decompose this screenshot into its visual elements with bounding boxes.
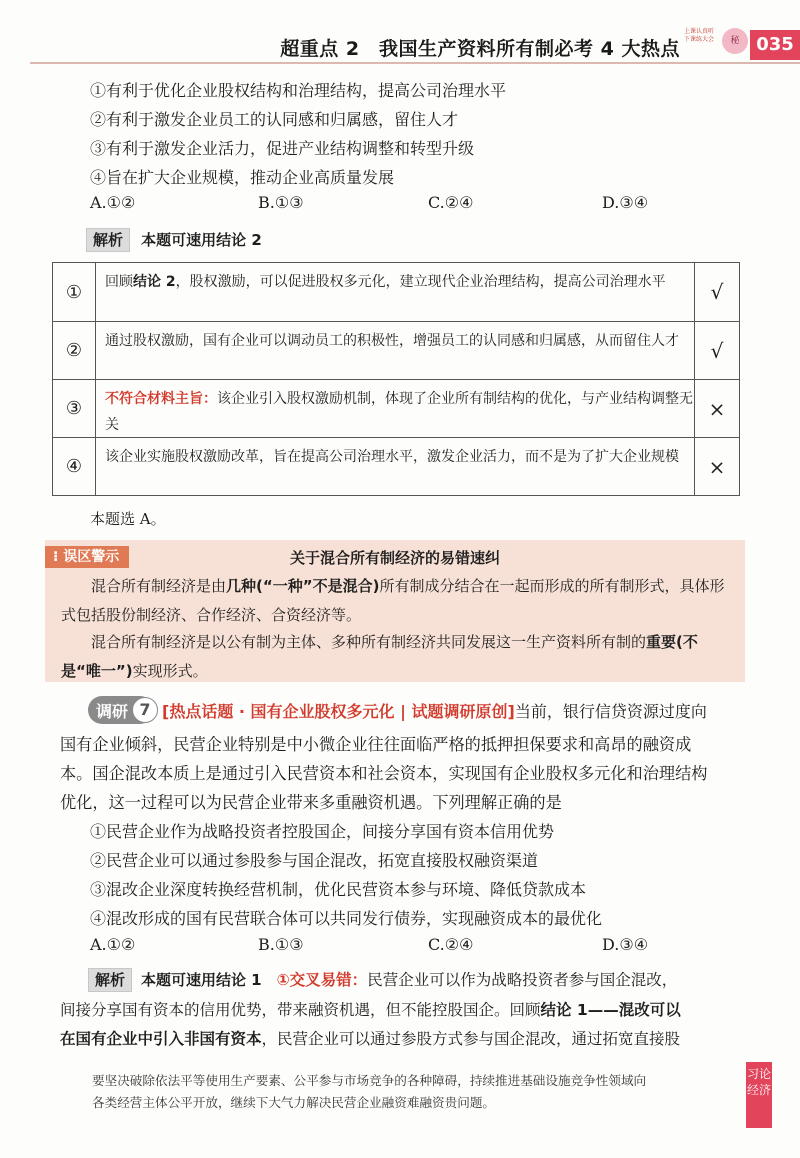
q7-badge [88,696,154,724]
badge-line-1: 上课认真听 [684,28,715,35]
q7-statement-4: ④混改形成的国有民营联合体可以共同发行债券，实现融资成本的最优化 [90,909,603,928]
page-number: 035 [750,30,800,60]
q7-analysis-intro: 本题可速用结论 1 [140,971,262,989]
q7-option-b: B.①③ [258,935,304,954]
header-title: 超重点 2 我国生产资料所有制必考 4 大热点 [280,38,680,60]
footer-quote [92,1070,692,1114]
q7-analysis-tag: 解析 [88,968,132,992]
q6-answer: 本题选 A。 [90,510,166,528]
footer-line-2: 各类经营主体公平开放，继续下大气力解决民营企业融资难融资贵问题。 [92,1095,495,1110]
q7-source: [热点话题 · 国有企业股权多元化 | 试题调研原创] [162,702,515,721]
row-number: ④ [53,438,96,495]
table-row [53,263,739,321]
q6-statement-3: ③有利于激发企业活力，促进产业结构调整和转型升级 [90,139,475,158]
header-divider [30,62,800,64]
misconception-warning-box [45,540,745,682]
row-number: ② [53,322,96,379]
q7-analysis-line-3: 在国有企业中引入非国有资本，民营企业可以通过参股方式参与国企混改，通过拓宽直接股 [60,1030,681,1048]
row-number: ③ [53,380,96,437]
table-row [53,437,739,495]
row-text: 该企业实施股权激励改革，旨在提高公司治理水平，激发企业活力，而不是为了扩大企业规模 [105,449,679,465]
q7-badge-text: 调研 [96,702,129,721]
q6-analysis-intro: 本题可速用结论 2 [141,231,262,249]
q7-analysis-red: ①交叉易错： [276,971,368,989]
badge-circle-icon: 秘 [722,28,748,54]
q7-badge-number: 7 [132,697,158,723]
q7-stem-line-3: 优化，这一过程可以为民营企业带来多重融资机遇。下列理解正确的是 [60,793,562,812]
row-number: ① [53,263,96,321]
q7-statement-1: ①民营企业作为战略投资者控股国企，间接分享国有资本信用优势 [90,822,555,841]
warning-title: 关于混合所有制经济的易错速纠 [289,549,500,567]
q6-statement-1: ①有利于优化企业股权结构和治理结构，提高公司治理水平 [90,81,507,100]
q6-statement-2: ②有利于激发企业员工的认同感和归属感，留住人才 [90,110,459,129]
q7-statement-3: ③混改企业深度转换经营机制，优化民营资本参与环境、降低贷款成本 [90,880,587,899]
q7-option-d: D.③④ [602,935,649,954]
row-text: 回顾结论 2，股权激励，可以促进股权多元化，建立现代企业治理结构，提高公司治理水平 [105,274,666,290]
q6-option-d: D.③④ [602,193,649,212]
q7-analysis-line-1: 解析 本题可速用结论 1 ①交叉易错：民营企业可以作为战略投资者参与国企混改， [88,966,750,995]
q6-option-b: B.①③ [258,193,304,212]
header-badge [684,24,750,60]
check-mark-icon: √ [694,322,739,379]
q6-statement-4: ④旨在扩大企业规模，推动企业高质量发展 [90,168,395,187]
q7-option-a: A.①② [90,935,136,954]
q6-option-c: C.②④ [428,193,474,212]
cross-mark-icon: × [694,380,739,437]
row-text: 通过股权激励，国有企业可以调动员工的积极性，增强员工的认同感和归属感，从而留住人才 [105,333,679,349]
row-text: 不符合材料主旨：该企业引入股权激励机制，体现了企业所有制结构的优化，与产业结构调整无关 [105,391,693,433]
warning-paragraph-1: 混合所有制经济是由几种(“一种”不是混合)所有制成分结合在一起而形成的所有制形式，具体形式包括股份制经济、合作经济、合资经济等。 [61,577,725,624]
footer-line-1: 要坚决破除依法平等使用生产要素、公平参与市场竞争的各种障碍，持续推进基础设施竞争性领域向 [92,1073,647,1088]
page-header [0,0,800,64]
badge-line-2: 下课练大会 [684,36,715,43]
q7-stem-line-2: 本。国企混改本质上是通过引入民营资本和社会资本，实现国有企业股权多元化和治理结构 [60,764,708,783]
q6-analysis-heading [86,228,262,252]
table-row [53,379,739,437]
warning-label: ⁝ 误区警示 [45,546,129,568]
table-row [53,321,739,379]
q7-options [90,935,730,961]
q7-analysis-line-2: 间接分享国有资本的信用优势，带来融资机遇，但不能控股国企。回顾结论 1——混改可以 [60,1001,681,1019]
q7-statement-2: ②民营企业可以通过参股参与国企混改，拓宽直接股权融资渠道 [90,851,539,870]
cross-mark-icon: × [694,438,739,495]
analysis-table [52,262,740,496]
warning-paragraph-2: 混合所有制经济是以公有制为主体、多种所有制经济共同发展这一生产资料所有制的重要(不是“唯一”)实现形式。 [61,633,698,680]
q7-stem-line-1: 国有企业倾斜，民营企业特别是中小微企业往往面临严格的抵押担保要求和高昂的融资成 [60,735,692,754]
q6-options [90,193,730,219]
check-mark-icon: √ [694,263,739,321]
badge-lines [684,28,724,44]
q7-option-c: C.②④ [428,935,474,954]
q6-analysis-tag: 解析 [86,228,130,252]
side-tab-label: 习论经济 [746,1062,772,1128]
q6-option-a: A.①② [90,193,136,212]
q7-stem-first: 当前，银行信贷资源过度向 [514,702,707,721]
